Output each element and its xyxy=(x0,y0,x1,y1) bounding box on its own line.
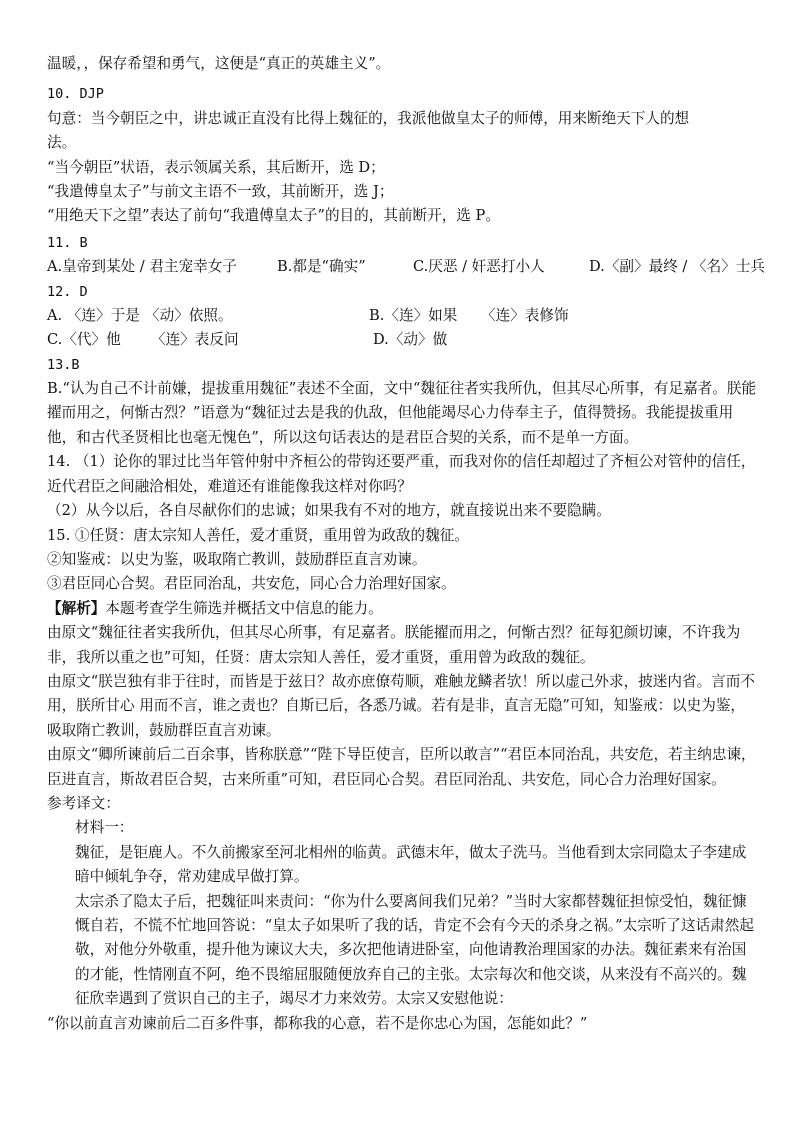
question-13-answer: 13.B xyxy=(47,356,80,373)
question-10-answer: 10. DJP xyxy=(47,86,104,103)
question-11-answer: 11. B xyxy=(47,234,88,251)
q11-option-a: A.皇帝到某处 / 君主宠幸女子 xyxy=(47,258,237,276)
translation-paragraph: 太宗杀了隐太子后，把魏征叫来责问：“你为什么要离间我们兄弟？”当时大家都替魏征担惊受怕，魏征慷慨自若，不慌不忙地回答说：“皇太子如果听了我的话，肯定不会有今天的杀身之祸。”太宗听了这话肃然起敬，对他分外敬重，提升他为谏议大夫，多次把他请进卧室，向他请教治理国家的办法。魏征素来有治国的才能，性情刚直不阿，绝不畏缩屈服随便放弃自己的主张。太宗每次和他交谈，从来没有不高兴的。魏征欣幸遇到了赏识自己的主子，竭尽才力来效劳。太宗又安慰他说： xyxy=(75,892,754,1008)
analysis-intro xyxy=(47,597,757,621)
q15-point-2: ②知鉴戒：以史为鉴，吸取隋亡教训，鼓励群臣直言劝谏。 xyxy=(47,550,427,568)
analysis-paragraph: 由原文“魏征往者实我所仇，但其尽心所事，有足嘉者。朕能擢而用之，何惭古烈？征每犯颜切谏，不许我为非，我所以重之也”可知，任贤：唐太宗知人善任，爱才重贤，重用曾为政敌的魏征。 xyxy=(47,624,741,666)
text-line: “我遣傅皇太子”与前文主语不一致，其前断开，选 J； xyxy=(47,182,394,200)
question-12-answer: 12. D xyxy=(47,283,88,300)
q11-option-c: C.厌恶 / 奸恶打小人 xyxy=(413,258,545,276)
material-label: 材料一： xyxy=(75,819,134,837)
q11-options xyxy=(47,255,765,279)
text-line: “当今朝臣”状语，表示领属关系，其后断开，选 D； xyxy=(47,158,385,176)
translation-paragraph: “你以前直言劝谏前后二百多件事，都称我的心意，若不是你忠心为国，怎能如此？” xyxy=(47,1014,588,1032)
q14-translation-1: 14. （1）论你的罪过比当年管仲射中齐桓公的带钩还要严重，而我对你的信任却超过了齐桓公对管仲的信任，近代君臣之间融洽相处，难道还有谁能像我这样对你吗？ xyxy=(47,453,756,495)
analysis-label: 【解析】 xyxy=(47,599,106,617)
q12-option-a2: 〈动〉依照。 xyxy=(145,306,233,324)
q12-option-b2: 〈连〉表修饰 xyxy=(481,306,569,324)
q11-option-d: D.〈副〉最终 / 〈名〉士兵 xyxy=(589,258,765,276)
text-line: 法。 xyxy=(47,134,77,152)
text-line: 温暖，，保存希望和勇气，这便是“真正的英雄主义”。 xyxy=(47,55,391,72)
translation-paragraph: 魏征，是钜鹿人。不久前搬家至河北相州的临黄。武德末年，做太子洗马。当他看到太宗同隐太子李建成暗中倾轧争夺，常劝建成早做打算。 xyxy=(75,843,747,886)
q12-option-a1: A. 〈连〉于是 xyxy=(47,306,140,324)
q12-options-row1 xyxy=(47,304,757,328)
q15-point-1: 15. ①任贤：唐太宗知人善任，爱才重贤，重用曾为政敌的魏征。 xyxy=(47,526,469,544)
text-line: 句意：当今朝臣之中，讲忠诚正直没有比得上魏征的，我派他做皇太子的师傅，用来断绝天下人的想 xyxy=(47,109,690,127)
q12-options-row2 xyxy=(47,328,757,352)
q14-translation-2: （2）从今以后，各自尽献你们的忠诚；如果我有不对的地方，就直接说出来不要隐瞒。 xyxy=(47,502,611,520)
document-page xyxy=(47,52,765,1036)
analysis-paragraph: 由原文“朕岂独有非于往时，而皆是于兹日？故亦庶僚苟顺，难触龙鳞者欤！所以虚己外求，披迷内省。言而不用，朕所甘心 用而不言，谁之责也？自斯已后，各悉乃诚。若有是非，直言无隐”可知，知鉴戒：以史为鉴，吸取隋亡教训，鼓励群臣直言劝谏。 xyxy=(47,672,755,739)
q12-option-c2: 〈连〉表反问 xyxy=(151,331,239,349)
q13-explanation: B.“认为自己不计前嫌，提拔重用魏征”表述不全面，文中“魏征往者实我所仇，但其尽心所事，有足嘉者。朕能擢而用之，何惭古烈？”语意为“魏征过去是我的仇敌，但他能竭尽心力侍奉主子，值得赞扬。我能提拔重用他，和古代圣贤相比也毫无愧色”，所以这句话表达的是君臣合契的关系，而不是单一方面。 xyxy=(47,380,757,446)
q12-option-c1: C.〈代〉他 xyxy=(47,331,121,349)
text-line: “用绝天下之望”表达了前句“我遣傅皇太子”的目的，其前断开，选 P。 xyxy=(47,207,500,225)
q15-point-3: ③君臣同心合契。君臣同治乱，共安危，同心合力治理好国家。 xyxy=(47,575,456,593)
q11-option-b: B.都是“确实” xyxy=(277,258,366,276)
reference-translation-label: 参考译文： xyxy=(47,794,120,812)
q12-option-d1: D.〈动〉做 xyxy=(373,331,448,349)
analysis-paragraph: 由原文“卿所谏前后二百余事，皆称朕意”“陛下导臣使言，臣所以敢言”“君臣本同治乱，共安危，若主纳忠谏，臣进直言，斯故君臣合契，古来所重”可知，君臣同心合契。君臣同治乱、共安危，同心合力治理好国家。 xyxy=(47,746,756,788)
q12-option-b1: B.〈连〉如果 xyxy=(369,306,458,324)
analysis-text: 本题考查学生筛选并概括文中信息的能力。 xyxy=(105,599,383,617)
